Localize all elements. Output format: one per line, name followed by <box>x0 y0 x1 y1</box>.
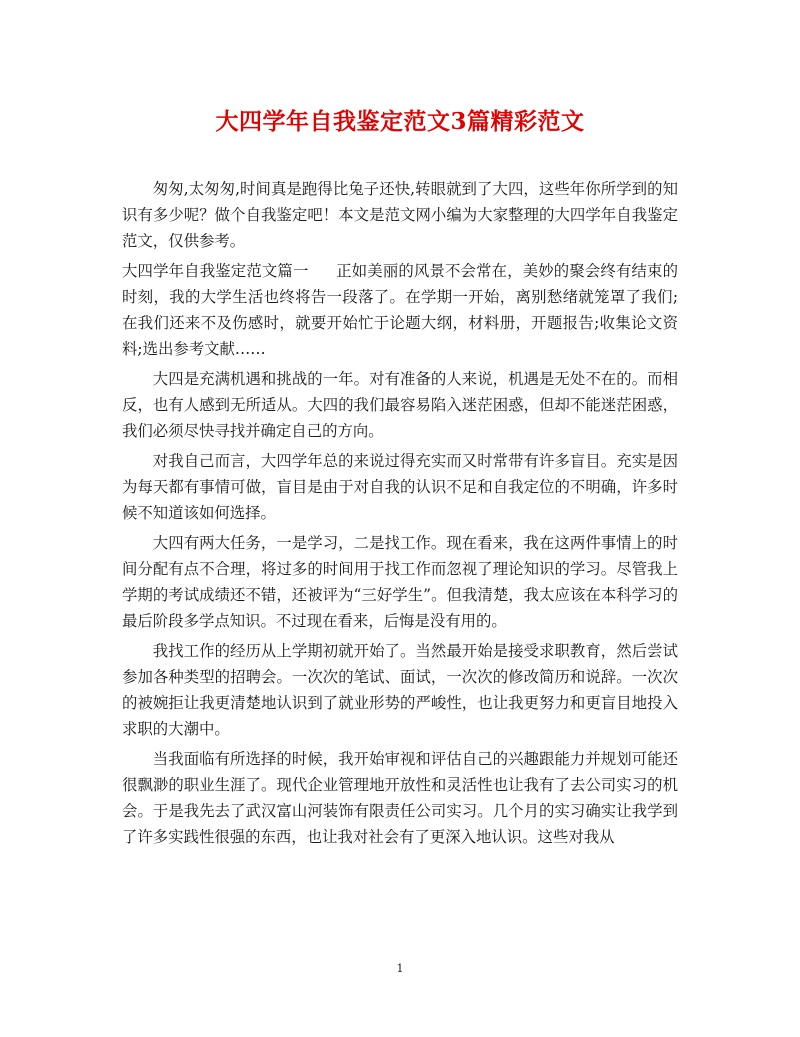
paragraph-self-view: 对我自己而言，大四学年总的来说过得充实而又时常带有许多盲目。充实是因为每天都有事情可做，盲目是由于对自我的认识不足和自我定位的不明确，许多时候不知道该如何选择。 <box>122 452 678 522</box>
paragraph-opportunity: 大四是充满机遇和挑战的一年。对有准备的人来说，机遇是无处不在的。而相反，也有人感到无所适从。大四的我们最容易陷入迷茫困惑，但却不能迷茫困惑，我们必须尽快寻找并确定自己的方向。 <box>122 370 678 440</box>
page-number: 1 <box>396 962 404 975</box>
paragraph-job-search: 我找工作的经历从上学期初就开始了。当然最开始是接受求职教育，然后尝试参加各种类型的招聘会。一次次的笔试、面试，一次次的修改简历和说辞。一次次的被婉拒让我更清楚地认识到了就业形势的严峻性，也让我更努力和更盲目地投入求职的大潮中。 <box>122 642 678 738</box>
paragraph-intro: 匆匆,太匆匆,时间真是跑得比兔子还快,转眼就到了大四，这些年你所学到的知识有多少呢？做个自我鉴定吧！本文是范文网小编为大家整理的大四学年自我鉴定范文，仅供参考。 <box>122 180 678 250</box>
document-title: 大四学年自我鉴定范文3篇精彩范文 <box>215 108 585 135</box>
section-heading: 大四学年自我鉴定范文篇一 <box>122 262 309 280</box>
paragraph-section-one-text: 正如美丽的风景不会常在，美妙的聚会终有结束的时刻，我的大学生活也终将告一段落了。在学期一开始，离别愁绪就笼罩了我们;在我们还来不及伤感时，就要开始忙于论题大纲，材料册，开题报告;收集论文资料;选出参考文献…… <box>122 262 678 358</box>
paragraph-internship: 当我面临有所选择的时候，我开始审视和评估自己的兴趣跟能力并规划可能还很飘渺的职业生涯了。现代企业管理地开放性和灵活性也让我有了去公司实习的机会。于是我先去了武汉富山河装饰有限责任公司实习。几个月的实习确实让我学到了许多实践性很强的东西，也让我对社会有了更深入地认识。这些对我从 <box>122 750 678 846</box>
paragraph-section-one <box>122 258 678 362</box>
paragraph-two-tasks: 大四有两大任务，一是学习，二是找工作。现在看来，我在这两件事情上的时间分配有点不合理，将过多的时间用于找工作而忽视了理论知识的学习。尽管我上学期的考试成绩还不错，还被评为“三好学生”。但我清楚，我太应该在本科学习的最后阶段多学点知识。不过现在看来，后悔是没有用的。 <box>122 534 678 630</box>
document-body <box>122 176 678 854</box>
